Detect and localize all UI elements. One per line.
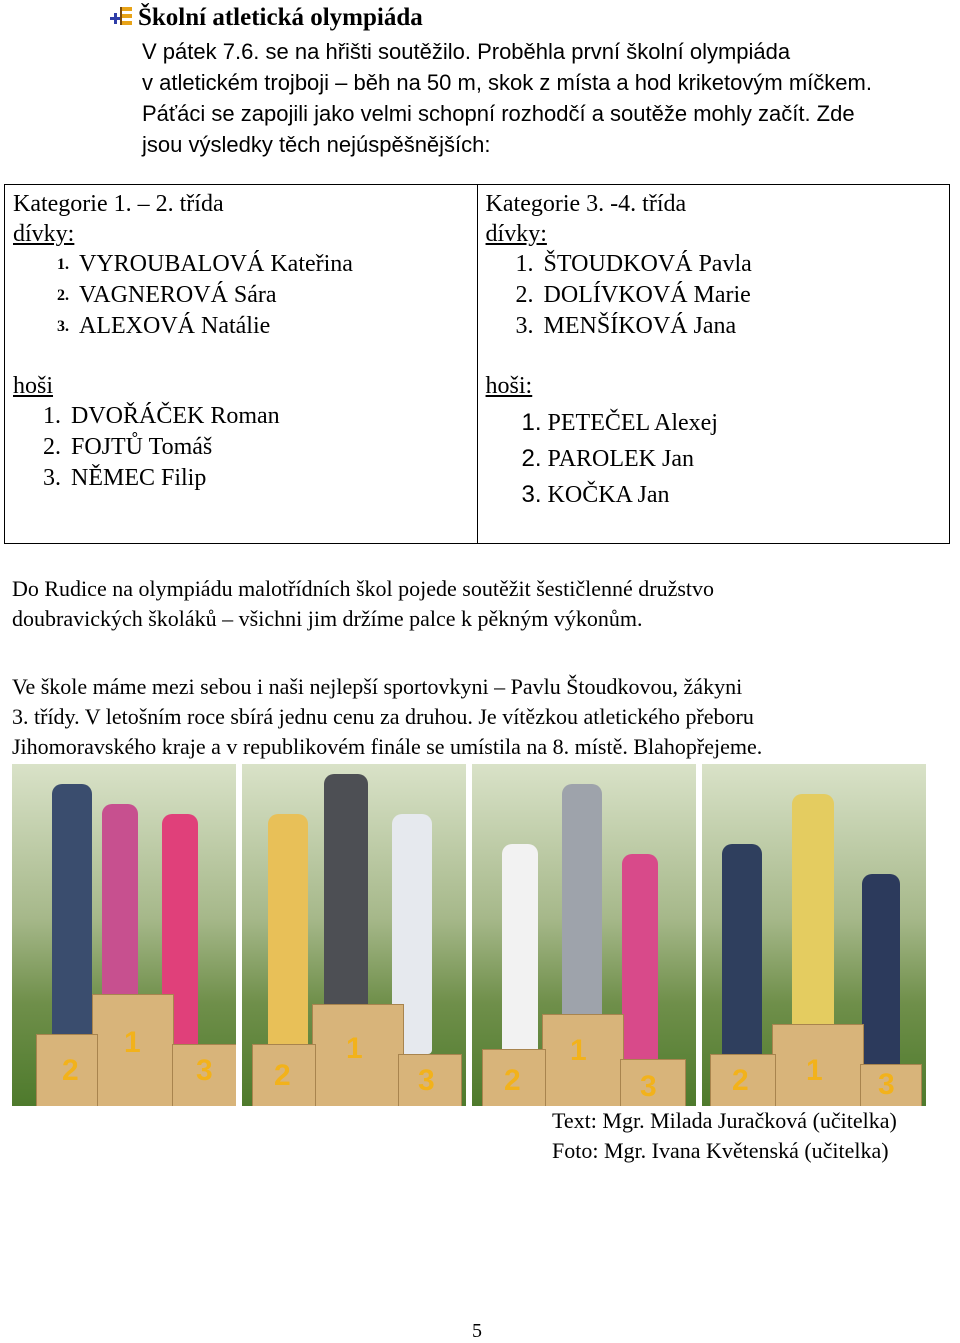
results-table <box>4 184 950 544</box>
child-figure <box>562 784 602 1034</box>
girls-label: dívky: <box>13 221 75 247</box>
list-item: 2. VAGNEROVÁ Sára <box>57 282 277 308</box>
list-item: 3. KOČKA Jan <box>521 481 670 508</box>
podium-label: 1 <box>806 1054 823 1087</box>
girls-list <box>478 249 949 342</box>
intro-line: V pátek 7.6. se na hřišti soutěžilo. Proběhla první školní olympiáda <box>142 39 791 64</box>
podium-label: 1 <box>124 1026 141 1059</box>
podium-photo-girls-3-4 <box>472 764 696 1106</box>
list-item: 2. FOJTŮ Tomáš <box>43 434 213 460</box>
list-item: 1. DVOŘÁČEK Roman <box>43 403 280 429</box>
girls-label: dívky: <box>485 221 547 247</box>
paragraph-line: Do Rudice na olympiádu malotřídních škol pojede soutěžit šestičlenné družstvo <box>12 576 715 601</box>
child-figure <box>862 874 900 1084</box>
page-number: 5 <box>472 1320 482 1342</box>
podium-label: 2 <box>274 1059 291 1092</box>
intro-line: Páťáci se zapojili jako velmi schopní rozhodčí a soutěže mohly začít. Zde <box>142 101 855 126</box>
paragraph-line: 3. třídy. V letošním roce sbírá jednu cenu za druhou. Je vítězkou atletického přeboru <box>12 704 754 729</box>
list-item: 2. PAROLEK Jan <box>521 445 695 472</box>
intro-line: jsou výsledky těch nejúspěšnějších: <box>142 132 491 157</box>
rudice-paragraph <box>12 574 942 634</box>
list-item: 3. ALEXOVÁ Natálie <box>57 313 271 339</box>
paragraph-line: Ve škole máme mezi sebou i naši nejlepší sportovkyni – Pavlu Štoudkovou, žákyni <box>12 674 743 699</box>
intro-line: v atletickém trojboji – běh na 50 m, skok z místa a hod kriketovým míčkem. <box>142 70 872 95</box>
credits <box>552 1106 897 1166</box>
child-figure <box>268 814 308 1054</box>
boys-label: hoši: <box>485 373 533 399</box>
podium-label: 3 <box>418 1064 435 1097</box>
girls-list <box>5 249 477 342</box>
text-credit: Text: Mgr. Milada Juračková (učitelka) <box>552 1108 897 1133</box>
category-title: Kategorie 1. – 2. třída <box>13 191 224 217</box>
podium-photo-boys-1-2 <box>242 764 466 1106</box>
child-figure <box>722 844 762 1074</box>
child-figure <box>792 794 834 1054</box>
podium-label: 2 <box>62 1054 79 1087</box>
paragraph-line: Jihomoravského kraje a v republikovém finále se umístila na 8. místě. Blahopřejeme. <box>12 734 763 759</box>
podium-label: 2 <box>732 1064 749 1097</box>
results-left-column <box>5 185 478 544</box>
intro-paragraph <box>142 36 942 160</box>
boys-label: hoši <box>13 373 54 399</box>
podium-label: 1 <box>346 1032 363 1065</box>
paragraph-line: doubravických školáků – všichni jim držíme palce k pěkným výkonům. <box>12 606 643 631</box>
child-figure <box>502 844 538 1074</box>
list-item: 3. MENŠÍKOVÁ Jana <box>515 313 737 339</box>
list-item: 2. DOLÍVKOVÁ Marie <box>515 282 751 308</box>
bullet-flag-icon <box>108 5 134 31</box>
results-right-column <box>477 185 949 544</box>
list-item: 1. ŠTOUDKOVÁ Pavla <box>515 251 752 277</box>
podium-label: 3 <box>640 1070 657 1103</box>
child-figure <box>324 774 368 1034</box>
podium-photo-boys-3-4 <box>702 764 926 1106</box>
article-heading <box>108 4 423 32</box>
article-title: Školní atletická olympiáda <box>138 4 423 31</box>
boys-list <box>5 401 477 494</box>
athlete-paragraph <box>12 672 942 762</box>
podium-label: 2 <box>504 1064 521 1097</box>
photo-credit: Foto: Mgr. Ivana Květenská (učitelka) <box>552 1138 889 1163</box>
photo-strip <box>12 764 926 1106</box>
child-figure <box>52 784 92 1064</box>
list-item: 3. NĚMEC Filip <box>43 465 207 491</box>
category-title: Kategorie 3. -4. třída <box>485 191 687 217</box>
podium-photo-girls-1-2 <box>12 764 236 1106</box>
podium-label: 3 <box>878 1068 895 1101</box>
podium-label: 1 <box>570 1034 587 1067</box>
list-item: 1. VYROUBALOVÁ Kateřina <box>57 251 353 277</box>
podium-label: 3 <box>196 1054 213 1087</box>
list-item: 1. PETEČEL Alexej <box>521 409 718 436</box>
boys-list <box>478 405 949 513</box>
child-figure <box>622 854 658 1074</box>
